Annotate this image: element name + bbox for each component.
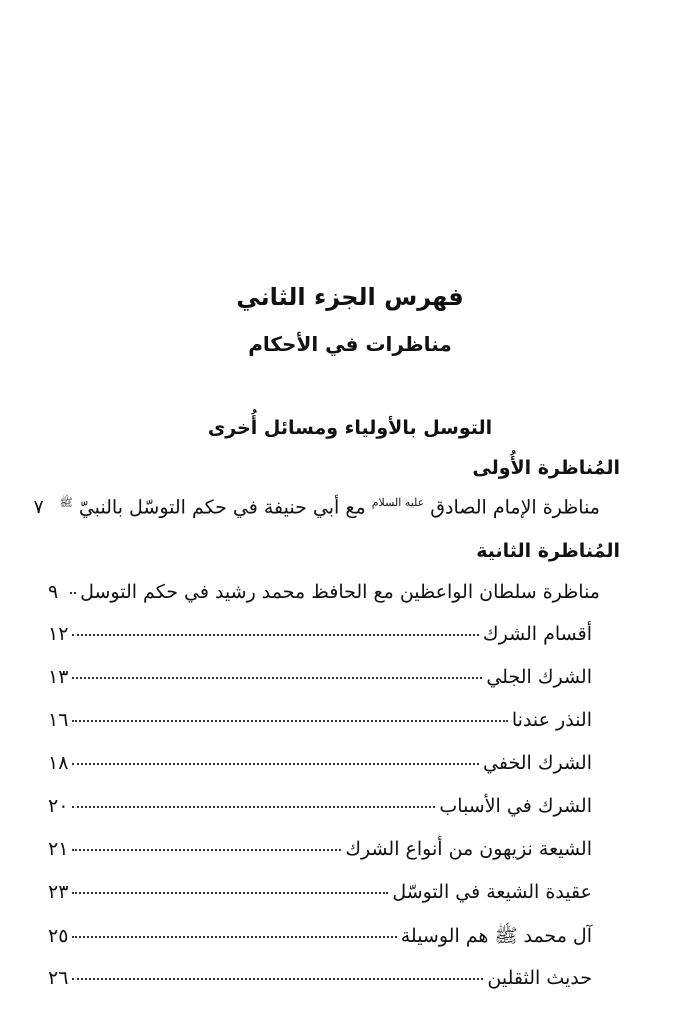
dot-leader xyxy=(72,763,479,765)
toc-entry[interactable] xyxy=(48,924,592,952)
entry-title: الشرك الجلي xyxy=(486,666,592,688)
page-number: ٩ xyxy=(48,581,59,603)
entry-title: آل محمد ﷺ هم الوسيلة xyxy=(400,925,592,947)
dot-leader xyxy=(72,978,483,980)
toc-entry[interactable] xyxy=(48,581,600,603)
toc-entry[interactable] xyxy=(48,752,592,774)
heading-second-debate: المُناظرة الثانية xyxy=(476,540,620,562)
dot-leader xyxy=(72,720,507,722)
entry-title: مناظرة سلطان الواعظين مع الحافظ محمد رشيد في حكم التوسل xyxy=(80,581,600,603)
page-number: ٢١ xyxy=(48,838,69,860)
entry-title: الشرك الخفي xyxy=(483,752,592,774)
entry-title: الشيعة نزيهون من أنواع الشرك xyxy=(345,838,592,860)
toc-entry[interactable] xyxy=(48,795,592,817)
entry-title: الشرك في الأسباب xyxy=(439,795,592,817)
dot-leader xyxy=(72,936,396,938)
toc-entry[interactable] xyxy=(48,967,592,989)
page-number: ١٢ xyxy=(48,623,69,645)
page-number: ١٦ xyxy=(48,709,69,731)
page-number: ٢٦ xyxy=(48,967,69,989)
page-number: ١٣ xyxy=(48,666,69,688)
toc-entry[interactable] xyxy=(33,496,600,519)
entry-title: أقسام الشرك xyxy=(482,623,592,645)
toc-entry[interactable] xyxy=(48,709,592,731)
page-title: فهرس الجزء الثاني xyxy=(236,283,464,311)
dot-leader xyxy=(70,592,76,594)
page-subtitle: مناظرات في الأحكام xyxy=(248,332,452,356)
dot-leader xyxy=(72,849,341,851)
toc-entry[interactable] xyxy=(48,838,592,860)
dot-leader xyxy=(72,892,388,894)
toc-entry[interactable] xyxy=(48,666,592,688)
page-number: ٢٠ xyxy=(48,795,69,817)
dot-leader xyxy=(72,677,482,679)
entry-title: عقيدة الشيعة في التوسّل xyxy=(392,881,592,903)
toc-entry[interactable] xyxy=(48,881,592,903)
dot-leader xyxy=(72,806,435,808)
page-number: ٢٣ xyxy=(48,881,69,903)
dot-leader xyxy=(72,634,479,636)
honorific: عليه السلام xyxy=(371,496,425,509)
page-number: ٧ xyxy=(33,496,44,519)
page-number: ٢٥ xyxy=(48,925,69,947)
toc-entry[interactable] xyxy=(48,623,592,645)
page-number: ١٨ xyxy=(48,752,69,774)
entry-title: مناظرة الإمام الصادق $^{عليه السلام}$ مع أبي حنيفة في حكم التوسّل بالنبيّ $^ﷺ$ xyxy=(59,496,600,519)
heading-first-debate: المُناظرة الأُولى xyxy=(472,457,620,479)
section-title: التوسل بالأولياء ومسائل أُخرى xyxy=(207,417,493,439)
honorific: ﷺ xyxy=(59,496,73,509)
entry-title: حديث الثقلين xyxy=(487,967,592,989)
entry-title: النذر عندنا xyxy=(511,709,592,731)
